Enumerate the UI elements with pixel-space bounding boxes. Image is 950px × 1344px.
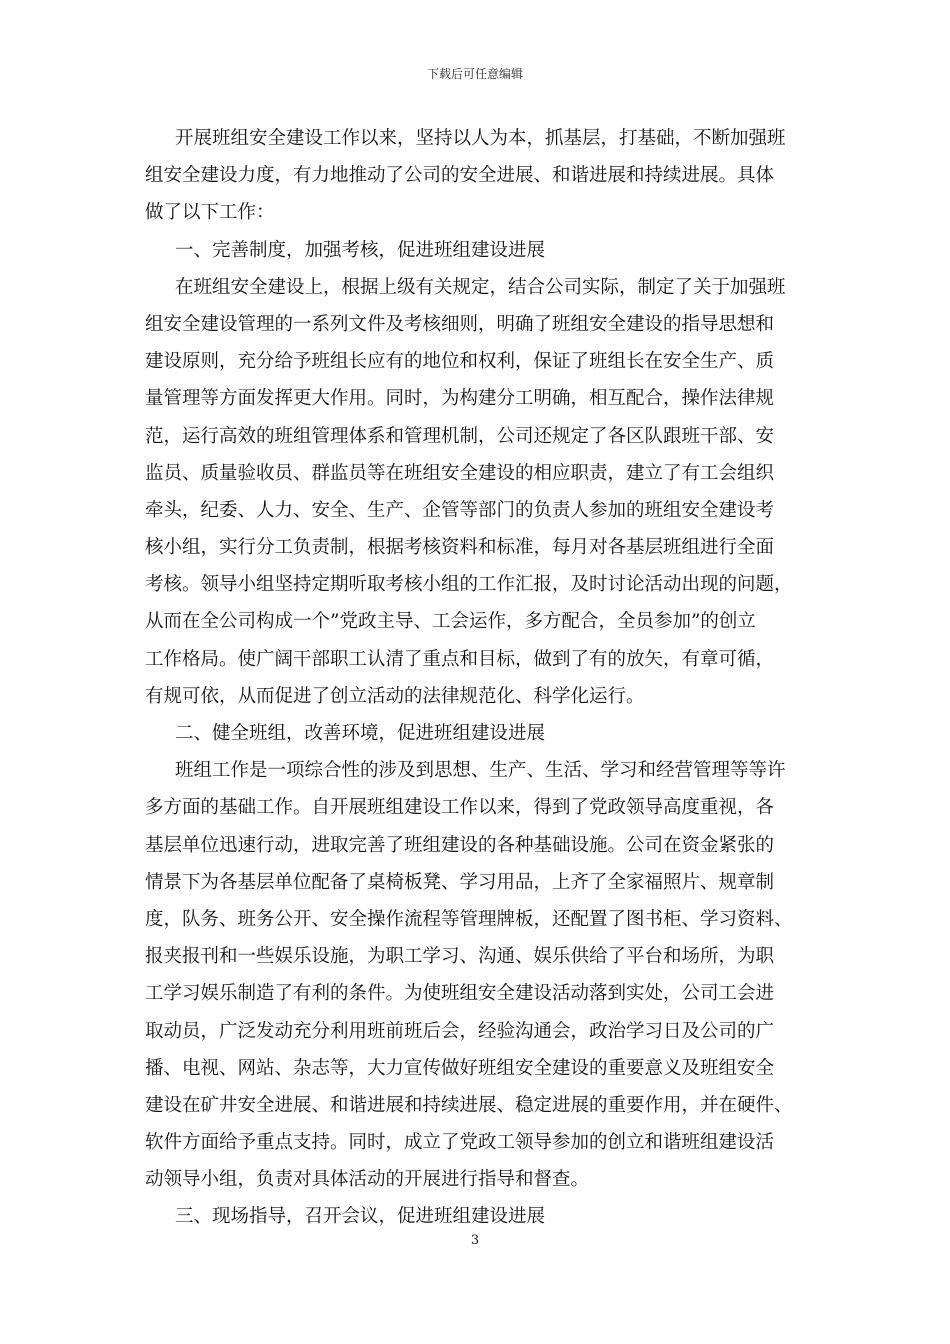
text-line: 监员、质量验收员、群监员等在班组安全建设的相应职责，建立了有工会组织 (145, 462, 775, 484)
text-line: 建设原则，充分给予班组长应有的地位和权利，保证了班组长在安全生产、质 (145, 351, 775, 373)
text-line: 有规可依，从而促进了创立活动的法律规范化、科学化运行。 (145, 685, 645, 707)
text-line: 一、完善制度，加强考核，促进班组建设进展 (175, 239, 546, 261)
text-line: 牵头，纪委、人力、安全、生产、企管等部门的负责人参加的班组安全建设考 (145, 499, 775, 521)
text-line: 多方面的基础工作。自开展班组建设工作以来，得到了党政领导高度重视，各 (145, 797, 775, 819)
text-line: 动领导小组，负责对具体活动的开展进行指导和督查。 (145, 1169, 590, 1191)
text-line: 报夹报刊和一些娱乐设施，为职工学习、沟通、娱乐供给了平台和场所，为职 (145, 946, 775, 968)
text-line: 在班组安全建设上，根据上级有关规定，结合公司实际，制定了关于加强班 (175, 276, 786, 298)
text-line: 核小组，实行分工负责制，根据考核资料和标准，每月对各基层班组进行全面 (145, 537, 775, 559)
text-line: 班组工作是一项综合性的涉及到思想、生产、生活、学习和经营管理等等许 (175, 760, 786, 782)
text-line: 三、现场指导，召开会议，促进班组建设进展 (175, 1206, 546, 1228)
text-line: 建设在矿井安全进展、和谐进展和持续进展、稳定进展的重要作用，并在硬件、 (145, 1094, 793, 1116)
text-line: 基层单位迅速行动，进取完善了班组建设的各种基础设施。公司在资金紧张的 (145, 834, 775, 856)
page-number: 3 (470, 1233, 480, 1248)
text-line: 从而在全公司构成一个”党政主导、工会运作，多方配合，全员参加”的创立 (145, 611, 756, 633)
text-line: 做了以下工作： (145, 202, 275, 224)
text-line: 播、电视、网站、杂志等，大力宣传做好班组安全建设的重要意义及班组安全 (145, 1057, 775, 1079)
text-line: 度，队务、班务公开、安全操作流程等管理牌板，还配置了图书柜、学习资料、 (145, 908, 793, 930)
document-body (0, 120, 950, 1236)
text-line: 组安全建设管理的一系列文件及考核细则，明确了班组安全建设的指导思想和 (145, 313, 775, 335)
text-line: 二、健全班组，改善环境，促进班组建设进展 (175, 723, 546, 744)
header-note: 下载后可任意编辑 (426, 67, 523, 81)
text-line: 考核。领导小组坚持定期听取考核小组的工作汇报，及时讨论活动出现的问题， (145, 574, 793, 596)
text-line: 工学习娱乐制造了有利的条件。为使班组安全建设活动落到实处，公司工会进 (145, 983, 775, 1005)
text-line: 软件方面给予重点支持。同时，成立了党政工领导参加的创立和谐班组建设活 (145, 1132, 775, 1154)
text-line: 量管理等方面发挥更大作用。同时，为构建分工明确，相互配合，操作法律规 (145, 388, 775, 410)
text-line: 范，运行高效的班组管理体系和管理机制，公司还规定了各区队跟班干部、安 (145, 425, 775, 447)
text-line: 工作格局。使广阔干部职工认清了重点和目标，做到了有的放矢，有章可循， (145, 648, 775, 670)
text-line: 开展班组安全建设工作以来，坚持以人为本，抓基层，打基础，不断加强班 (175, 128, 786, 149)
text-line: 组安全建设力度，有力地推动了公司的安全进展、和谐进展和持续进展。具体 (145, 165, 775, 187)
paragraph-lines (0, 120, 950, 1236)
text-line: 情景下为各基层单位配备了桌椅板凳、学习用品，上齐了全家福照片、规章制 (145, 871, 775, 893)
text-line: 取动员，广泛发动充分利用班前班后会，经验沟通会，政治学习日及公司的广 (145, 1020, 775, 1042)
